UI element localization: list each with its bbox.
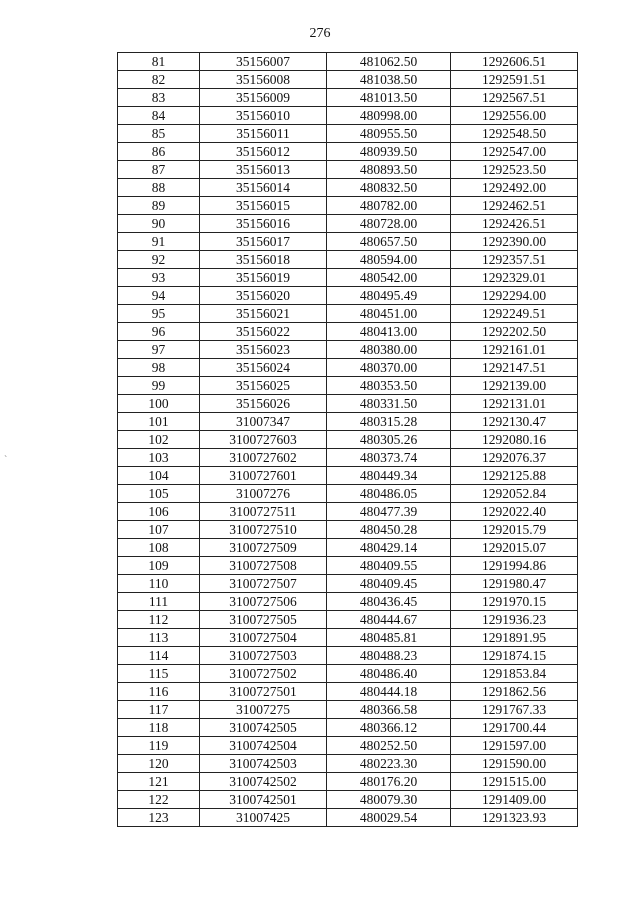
point-id-cell: 35156009	[200, 89, 327, 107]
x-coordinate-cell: 481062.50	[327, 53, 451, 71]
row-number-cell: 104	[118, 467, 200, 485]
table-row	[118, 71, 578, 89]
table-row	[118, 521, 578, 539]
row-number-cell: 83	[118, 89, 200, 107]
point-id-cell: 3100742505	[200, 719, 327, 737]
point-id-cell: 35156010	[200, 107, 327, 125]
table-row	[118, 809, 578, 827]
y-coordinate-cell: 1292556.00	[451, 107, 578, 125]
table-row	[118, 305, 578, 323]
row-number-cell: 88	[118, 179, 200, 197]
x-coordinate-cell: 480832.50	[327, 179, 451, 197]
point-id-cell: 35156026	[200, 395, 327, 413]
table-row	[118, 53, 578, 71]
point-id-cell: 3100727509	[200, 539, 327, 557]
table-row	[118, 611, 578, 629]
table-row	[118, 359, 578, 377]
table-row	[118, 215, 578, 233]
point-id-cell: 35156023	[200, 341, 327, 359]
row-number-cell: 120	[118, 755, 200, 773]
row-number-cell: 107	[118, 521, 200, 539]
x-coordinate-cell: 480485.81	[327, 629, 451, 647]
x-coordinate-cell: 480252.50	[327, 737, 451, 755]
table-row	[118, 323, 578, 341]
table-row	[118, 647, 578, 665]
table-row	[118, 107, 578, 125]
table-row	[118, 791, 578, 809]
row-number-cell: 91	[118, 233, 200, 251]
table-row	[118, 539, 578, 557]
point-id-cell: 35156018	[200, 251, 327, 269]
table-row	[118, 575, 578, 593]
y-coordinate-cell: 1292462.51	[451, 197, 578, 215]
row-number-cell: 101	[118, 413, 200, 431]
x-coordinate-cell: 480409.55	[327, 557, 451, 575]
table-row	[118, 719, 578, 737]
table-row	[118, 233, 578, 251]
y-coordinate-cell: 1292147.51	[451, 359, 578, 377]
row-number-cell: 115	[118, 665, 200, 683]
table-row	[118, 251, 578, 269]
x-coordinate-cell: 480444.67	[327, 611, 451, 629]
point-id-cell: 3100727505	[200, 611, 327, 629]
y-coordinate-cell: 1291409.00	[451, 791, 578, 809]
row-number-cell: 108	[118, 539, 200, 557]
x-coordinate-cell: 480029.54	[327, 809, 451, 827]
row-number-cell: 82	[118, 71, 200, 89]
table-row	[118, 701, 578, 719]
y-coordinate-cell: 1292426.51	[451, 215, 578, 233]
x-coordinate-cell: 480450.28	[327, 521, 451, 539]
table-row	[118, 395, 578, 413]
row-number-cell: 109	[118, 557, 200, 575]
y-coordinate-cell: 1292052.84	[451, 485, 578, 503]
y-coordinate-cell: 1291970.15	[451, 593, 578, 611]
point-id-cell: 3100727603	[200, 431, 327, 449]
point-id-cell: 3100742501	[200, 791, 327, 809]
x-coordinate-cell: 480955.50	[327, 125, 451, 143]
x-coordinate-cell: 480223.30	[327, 755, 451, 773]
y-coordinate-cell: 1292548.50	[451, 125, 578, 143]
x-coordinate-cell: 480305.26	[327, 431, 451, 449]
row-number-cell: 99	[118, 377, 200, 395]
row-number-cell: 113	[118, 629, 200, 647]
point-id-cell: 3100727502	[200, 665, 327, 683]
y-coordinate-cell: 1292076.37	[451, 449, 578, 467]
table-row	[118, 287, 578, 305]
point-id-cell: 3100742504	[200, 737, 327, 755]
row-number-cell: 84	[118, 107, 200, 125]
row-number-cell: 119	[118, 737, 200, 755]
row-number-cell: 110	[118, 575, 200, 593]
y-coordinate-cell: 1292547.00	[451, 143, 578, 161]
x-coordinate-cell: 480998.00	[327, 107, 451, 125]
table-row	[118, 161, 578, 179]
row-number-cell: 114	[118, 647, 200, 665]
row-number-cell: 92	[118, 251, 200, 269]
row-number-cell: 116	[118, 683, 200, 701]
table-row	[118, 737, 578, 755]
row-number-cell: 105	[118, 485, 200, 503]
x-coordinate-cell: 481038.50	[327, 71, 451, 89]
table-row	[118, 179, 578, 197]
stray-mark: `	[4, 455, 8, 466]
point-id-cell: 3100742503	[200, 755, 327, 773]
point-id-cell: 3100727601	[200, 467, 327, 485]
row-number-cell: 100	[118, 395, 200, 413]
y-coordinate-cell: 1292015.07	[451, 539, 578, 557]
table-row	[118, 593, 578, 611]
x-coordinate-cell: 480366.12	[327, 719, 451, 737]
y-coordinate-cell: 1291515.00	[451, 773, 578, 791]
row-number-cell: 122	[118, 791, 200, 809]
coordinates-table	[117, 52, 578, 827]
y-coordinate-cell: 1292523.50	[451, 161, 578, 179]
y-coordinate-cell: 1291936.23	[451, 611, 578, 629]
page-number: 276	[309, 26, 331, 41]
point-id-cell: 35156011	[200, 125, 327, 143]
y-coordinate-cell: 1292022.40	[451, 503, 578, 521]
point-id-cell: 35156017	[200, 233, 327, 251]
x-coordinate-cell: 480486.05	[327, 485, 451, 503]
x-coordinate-cell: 480939.50	[327, 143, 451, 161]
y-coordinate-cell: 1291853.84	[451, 665, 578, 683]
y-coordinate-cell: 1291597.00	[451, 737, 578, 755]
table-row	[118, 431, 578, 449]
y-coordinate-cell: 1291862.56	[451, 683, 578, 701]
y-coordinate-cell: 1292080.16	[451, 431, 578, 449]
table-row	[118, 125, 578, 143]
x-coordinate-cell: 480594.00	[327, 251, 451, 269]
table-body	[118, 53, 578, 827]
y-coordinate-cell: 1292161.01	[451, 341, 578, 359]
y-coordinate-cell: 1292567.51	[451, 89, 578, 107]
table-row	[118, 89, 578, 107]
table-row	[118, 413, 578, 431]
x-coordinate-cell: 480176.20	[327, 773, 451, 791]
table-row	[118, 629, 578, 647]
point-id-cell: 3100727503	[200, 647, 327, 665]
table-row	[118, 683, 578, 701]
y-coordinate-cell: 1292606.51	[451, 53, 578, 71]
table-row	[118, 665, 578, 683]
point-id-cell: 35156022	[200, 323, 327, 341]
point-id-cell: 35156012	[200, 143, 327, 161]
table-row	[118, 377, 578, 395]
point-id-cell: 31007425	[200, 809, 327, 827]
point-id-cell: 35156019	[200, 269, 327, 287]
row-number-cell: 95	[118, 305, 200, 323]
x-coordinate-cell: 480380.00	[327, 341, 451, 359]
row-number-cell: 87	[118, 161, 200, 179]
y-coordinate-cell: 1291323.93	[451, 809, 578, 827]
x-coordinate-cell: 480436.45	[327, 593, 451, 611]
row-number-cell: 112	[118, 611, 200, 629]
x-coordinate-cell: 480315.28	[327, 413, 451, 431]
x-coordinate-cell: 480353.50	[327, 377, 451, 395]
x-coordinate-cell: 480893.50	[327, 161, 451, 179]
row-number-cell: 94	[118, 287, 200, 305]
y-coordinate-cell: 1291590.00	[451, 755, 578, 773]
row-number-cell: 111	[118, 593, 200, 611]
x-coordinate-cell: 480495.49	[327, 287, 451, 305]
row-number-cell: 96	[118, 323, 200, 341]
point-id-cell: 31007347	[200, 413, 327, 431]
point-id-cell: 35156008	[200, 71, 327, 89]
y-coordinate-cell: 1292294.00	[451, 287, 578, 305]
point-id-cell: 3100727508	[200, 557, 327, 575]
point-id-cell: 35156014	[200, 179, 327, 197]
y-coordinate-cell: 1292249.51	[451, 305, 578, 323]
x-coordinate-cell: 480657.50	[327, 233, 451, 251]
y-coordinate-cell: 1292015.79	[451, 521, 578, 539]
row-number-cell: 103	[118, 449, 200, 467]
y-coordinate-cell: 1291994.86	[451, 557, 578, 575]
point-id-cell: 35156007	[200, 53, 327, 71]
row-number-cell: 85	[118, 125, 200, 143]
x-coordinate-cell: 481013.50	[327, 89, 451, 107]
point-id-cell: 35156015	[200, 197, 327, 215]
x-coordinate-cell: 480486.40	[327, 665, 451, 683]
x-coordinate-cell: 480366.58	[327, 701, 451, 719]
y-coordinate-cell: 1292202.50	[451, 323, 578, 341]
point-id-cell: 35156013	[200, 161, 327, 179]
point-id-cell: 3100727602	[200, 449, 327, 467]
point-id-cell: 35156021	[200, 305, 327, 323]
y-coordinate-cell: 1291700.44	[451, 719, 578, 737]
table-row	[118, 773, 578, 791]
y-coordinate-cell: 1292131.01	[451, 395, 578, 413]
row-number-cell: 89	[118, 197, 200, 215]
table-row	[118, 269, 578, 287]
x-coordinate-cell: 480449.34	[327, 467, 451, 485]
row-number-cell: 93	[118, 269, 200, 287]
y-coordinate-cell: 1291767.33	[451, 701, 578, 719]
point-id-cell: 31007276	[200, 485, 327, 503]
point-id-cell: 35156016	[200, 215, 327, 233]
x-coordinate-cell: 480079.30	[327, 791, 451, 809]
y-coordinate-cell: 1292390.00	[451, 233, 578, 251]
x-coordinate-cell: 480451.00	[327, 305, 451, 323]
point-id-cell: 35156025	[200, 377, 327, 395]
y-coordinate-cell: 1292591.51	[451, 71, 578, 89]
point-id-cell: 3100742502	[200, 773, 327, 791]
point-id-cell: 3100727507	[200, 575, 327, 593]
row-number-cell: 90	[118, 215, 200, 233]
row-number-cell: 118	[118, 719, 200, 737]
row-number-cell: 86	[118, 143, 200, 161]
point-id-cell: 3100727501	[200, 683, 327, 701]
table-row	[118, 341, 578, 359]
row-number-cell: 123	[118, 809, 200, 827]
x-coordinate-cell: 480782.00	[327, 197, 451, 215]
row-number-cell: 97	[118, 341, 200, 359]
table-row	[118, 755, 578, 773]
table-row	[118, 485, 578, 503]
y-coordinate-cell: 1292139.00	[451, 377, 578, 395]
y-coordinate-cell: 1292357.51	[451, 251, 578, 269]
table-row	[118, 467, 578, 485]
row-number-cell: 117	[118, 701, 200, 719]
table-row	[118, 449, 578, 467]
x-coordinate-cell: 480477.39	[327, 503, 451, 521]
y-coordinate-cell: 1292125.88	[451, 467, 578, 485]
point-id-cell: 3100727504	[200, 629, 327, 647]
x-coordinate-cell: 480370.00	[327, 359, 451, 377]
x-coordinate-cell: 480413.00	[327, 323, 451, 341]
point-id-cell: 3100727506	[200, 593, 327, 611]
row-number-cell: 106	[118, 503, 200, 521]
y-coordinate-cell: 1291980.47	[451, 575, 578, 593]
x-coordinate-cell: 480409.45	[327, 575, 451, 593]
row-number-cell: 98	[118, 359, 200, 377]
x-coordinate-cell: 480728.00	[327, 215, 451, 233]
x-coordinate-cell: 480373.74	[327, 449, 451, 467]
table-row	[118, 557, 578, 575]
point-id-cell: 35156024	[200, 359, 327, 377]
point-id-cell: 35156020	[200, 287, 327, 305]
point-id-cell: 3100727510	[200, 521, 327, 539]
y-coordinate-cell: 1292130.47	[451, 413, 578, 431]
x-coordinate-cell: 480542.00	[327, 269, 451, 287]
x-coordinate-cell: 480429.14	[327, 539, 451, 557]
y-coordinate-cell: 1292329.01	[451, 269, 578, 287]
point-id-cell: 3100727511	[200, 503, 327, 521]
table-row	[118, 143, 578, 161]
y-coordinate-cell: 1291891.95	[451, 629, 578, 647]
x-coordinate-cell: 480444.18	[327, 683, 451, 701]
row-number-cell: 102	[118, 431, 200, 449]
table-row	[118, 503, 578, 521]
row-number-cell: 81	[118, 53, 200, 71]
point-id-cell: 31007275	[200, 701, 327, 719]
x-coordinate-cell: 480331.50	[327, 395, 451, 413]
x-coordinate-cell: 480488.23	[327, 647, 451, 665]
y-coordinate-cell: 1292492.00	[451, 179, 578, 197]
y-coordinate-cell: 1291874.15	[451, 647, 578, 665]
table-row	[118, 197, 578, 215]
row-number-cell: 121	[118, 773, 200, 791]
